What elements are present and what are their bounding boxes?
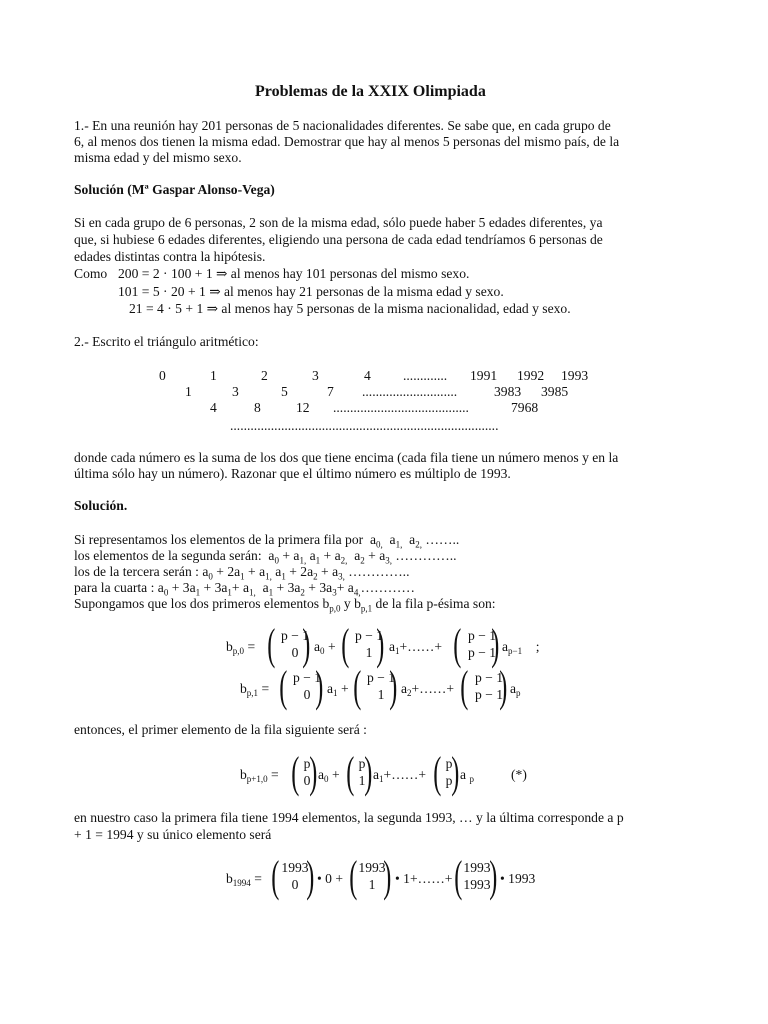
- triangle-cell: 3985: [541, 384, 569, 399]
- triangle-cell: 5: [281, 384, 288, 399]
- triangle-cell: 1993: [561, 368, 589, 383]
- triangle-cell: 7: [327, 384, 334, 399]
- solution1-eq-3: 21 = 4 · 5 + 1 ⇒ al menos hay 5 personas de la misma nacionalidad, edad y sexo.: [129, 301, 571, 316]
- solution1-heading: Solución (Mª Gaspar Alonso-Vega): [74, 182, 275, 197]
- solution2-caso-2: + 1 = 1994 y su único elemento será: [74, 827, 272, 842]
- solution2-heading: Solución.: [74, 498, 128, 513]
- triangle-cell: 2: [261, 368, 268, 383]
- triangle-cell: 1992: [517, 368, 545, 383]
- solution2-line-1: Si representamos los elementos de la primera fila por $a_{0,}$ $a_{1,}$ $a_{2,}$ ……..: [74, 532, 460, 550]
- triangle-cell: 0: [159, 368, 166, 383]
- solution2-caso-1: en nuestro caso la primera fila tiene 1994 elementos, la segunda 1993, … y la última corresponde a p: [74, 810, 624, 825]
- triangle-cell: 3: [232, 384, 239, 399]
- triangle-cell: 4: [364, 368, 371, 383]
- solution1-line-1: Si en cada grupo de 6 personas, 2 son de la misma edad, sólo puede haber 5 edades diferentes, ya: [74, 215, 603, 230]
- page-title: Problemas de la XXIX Olimpiada: [255, 83, 486, 100]
- triangle-cell: 3983: [494, 384, 522, 399]
- solution1-eq-2: 101 = 5 · 20 + 1 ⇒ al menos hay 21 personas de la misma edad y sexo.: [118, 284, 504, 299]
- triangle-cell: ............................: [362, 384, 458, 399]
- problem1-line-1: 1.- En una reunión hay 201 personas de 5 nacionalidades diferentes. Se sabe que, en cada grupo de: [74, 118, 611, 133]
- problem1-line-3: misma edad y del mismo sexo.: [74, 150, 242, 165]
- triangle-cell: ...............................................................................: [230, 418, 499, 433]
- solution2-line-5: Supongamos que los dos primeros elementos $b_{p,0}$ y $b_{p,1}$ de la fila p-ésima son:: [74, 596, 496, 614]
- document-page: Problemas de la XXIX Olimpiada 1.- En una reunión hay 201 personas de 5 nacionalidades diferentes. Se sabe que, en cada grupo de 6, al menos dos tienen la misma edad. Demostrar que hay al menos 5 personas del mismo país, de la misma edad y del mismo sexo. Solución (Mª Gaspar Alonso-Vega) Si en cada grupo de 6 personas, 2 son de la misma edad, sólo puede haber 5 edades diferentes, ya que, si hubiese 6 edades diferentes, eligiendo una persona de cada edad tendríamos 6 personas de edades distintas contra la hipótesis. Como 200 = 2 · 100 + 1 ⇒ al menos hay 101 personas del mismo sexo. 101 = 5 · 20 + 1 ⇒ al menos hay 21 personas de la misma edad y sexo. 21 = 4 · 5 + 1 ⇒ al menos hay 5 personas de la misma nacionalidad, edad y sexo. 2.- Escrito el triángulo aritmético: 0 1 2 3 4 ............. 1991 1992 1993 1 3 5 7 ............................ 3983 3985 4 8 12 ........................................ 7968 ............................................................................... donde cada número es la suma de los dos que tiene encima (cada fila tiene un número menos y en la última sólo hay un número). Razonar que el último número es múltiplo de 1993. Solución. Si representamos los elementos de la primera fila por $a_{0,}$ $a_{1,}$ $a_{2,}$ …….. los elementos de la segunda serán: $a_0 + a_{1,}$ $a_1 + a_{2,}$ $a_2 + a_{3,}$ ………….. los de la tercera serán : $a_0 + 2a_1 + a_{1,}$ $a_1 + 2a_2 + a_{3,}$ ………….. para la cuarta : $a_0 + 3a_1 + 3a_1+ a_{1,}$ $a_1 + 3a_2 + 3a_3+$ $a_{4,}\dots\dots\dots\dots$ Supongamos que los dos primeros elementos $b_{p,0}$ y $b_{p,1}$ de la fila p-ésima son: $b_{p,0}$ = ( p − 1 0 ) $a_0$ + ( p − 1 1 ) $a_1+\dots\dots+$ ( p − 1 p − 1 ) $a_{p-1}$ ; $b_{p,1}$ = ( p − 1 0 ) $a_1$ + ( p − 1 1 ) $a_2+\dots\dots+$ ( p − 1 p − 1 ) $a_p$ entonces, el primer elemento de la fila siguiente será : $b_{p+1,0}$ = ( p 0 ) $a_0$ + ( p 1 ) $a_1+\dots\dots+$ ( p p ) a $_p$ (*) en nuestro caso la primera fila tiene 1994 elementos, la segunda 1993, … y la última corresponde a p + 1 = 1994 y su único elemento será $b_{1994}$ = ( 1993 0 ) • 0 + ( 1993 1 ) • 1+……+ ( 1993 1993 ) • 1993: [74, 83, 624, 901]
- problem2-line-1: donde cada número es la suma de los dos que tiene encima (cada fila tiene un número menos y en la: [74, 450, 619, 465]
- triangle-cell: ........................................: [333, 400, 469, 415]
- problem2-line-2: última sólo hay un número). Razonar que el último número es múltiplo de 1993.: [74, 466, 511, 481]
- solution1-line-2: que, si hubiese 6 edades diferentes, eligiendo una persona de cada edad tendríamos 6 personas de: [74, 232, 603, 247]
- solution2-entonces: entonces, el primer elemento de la fila siguiente será :: [74, 722, 367, 737]
- solution1-como: Como: [74, 266, 108, 281]
- triangle-cell: 1: [185, 384, 192, 399]
- problem2-intro: 2.- Escrito el triángulo aritmético:: [74, 334, 259, 349]
- triangle-cell: 1991: [470, 368, 498, 383]
- triangle-cell: 7968: [511, 400, 539, 415]
- solution2-line-3: los de la tercera serán : $a_0 + 2a_1 + a_{1,}$ $a_1 + 2a_2 + a_{3,}$ …………..: [74, 564, 410, 582]
- triangle-cell: 8: [254, 400, 261, 415]
- solution2-line-2: los elementos de la segunda serán: $a_0 + a_{1,}$ $a_1 + a_{2,}$ $a_2 + a_{3,}$ …………..: [74, 548, 457, 566]
- triangle-cell: 3: [312, 368, 319, 383]
- triangle-cell: 12: [296, 400, 310, 415]
- triangle-cell: 4: [210, 400, 217, 415]
- solution1-line-3: edades distintas contra la hipótesis.: [74, 249, 266, 264]
- solution1-eq-1: 200 = 2 · 100 + 1 ⇒ al menos hay 101 personas del mismo sexo.: [118, 266, 470, 281]
- equation-label: (*): [511, 767, 527, 782]
- problem1-line-2: 6, al menos dos tienen la misma edad. Demostrar que hay al menos 5 personas del mismo país, de la: [74, 134, 620, 149]
- triangle-cell: .............: [403, 368, 448, 383]
- triangle-cell: 1: [210, 368, 217, 383]
- solution2-line-4: para la cuarta : $a_0 + 3a_1 + 3a_1+ a_{1,}$ $a_1 + 3a_2 + 3a_3+$ $a_{4,}\dots\dots\dots\dots$: [74, 580, 415, 598]
